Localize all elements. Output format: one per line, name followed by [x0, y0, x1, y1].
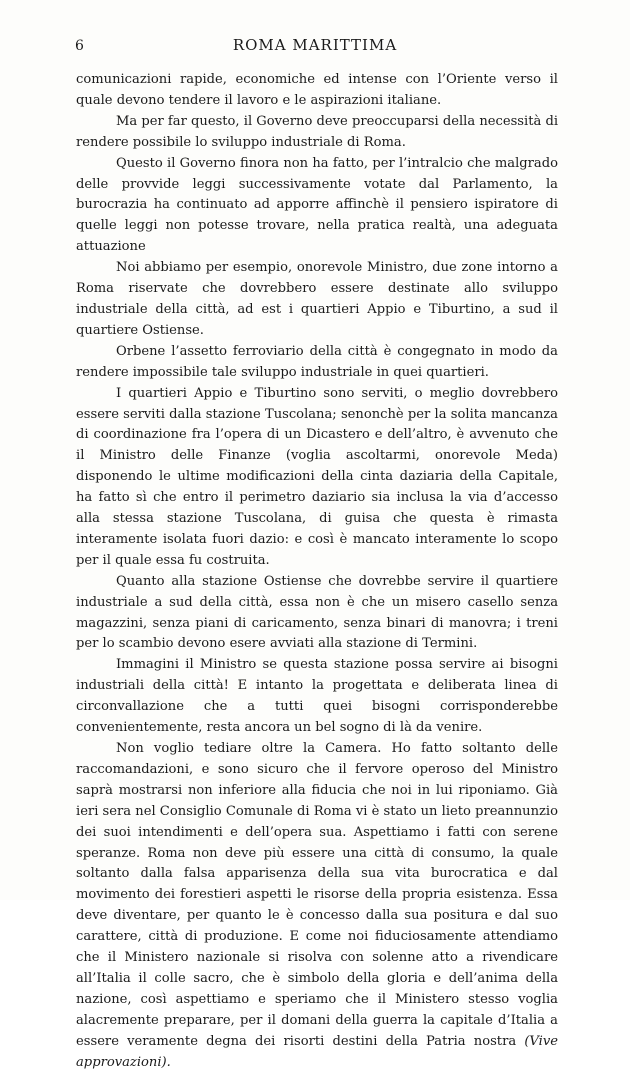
applause-annotation: (Vive approvazioni). — [76, 1033, 558, 1070]
paragraph-7: Quanto alla stazione Ostiense che dovrebbe servire il quartiere industriale a sud della città, essa non è che un misero casello senza magazzini, senza piani di caricamento, senza binari di manovra; i treni per lo scambio devono esere avviati alla stazione di Termini. — [76, 573, 558, 652]
page-number: 6 — [75, 38, 85, 54]
paragraph-9-text: Non voglio tediare oltre la Camera. Ho fatto soltanto delle raccomandazioni, e sono sicuro che il fervore operoso del Ministro saprà mostrarsi non inferiore alla fiducia che noi in lui riponiamo. Già ieri sera nel Consiglio Comunale di Roma vi è stato un lieto preannunzio dei suoi intendimenti e dell’opera sua. Aspettiamo i fatti con serene speranze. Roma non deve più essere una città di consumo, la quale soltanto dalla falsa apparisenza della sua vita burocratica e dal movimento dei forestieri aspetti le risorse della propria esistenza. Essa deve diventare, per quanto le è concesso dalla sua positura e dal suo carattere, città di produzione. E come noi fiduciosamente attendiamo che il Ministero nazionale si risolva con solenne atto a rivendicare all’Italia il colle sacro, che è simbolo della gloria e dell’anima della nazione, così aspettiamo e speriamo che il Ministero stesso voglia alacremente preparare, per il domani della guerra la capitale d’Italia a essere veramente degna dei risorti destini della Patria nostra — [76, 741, 558, 1049]
paragraph-9 — [76, 739, 558, 1074]
paragraph-3: Questo il Governo finora non ha fatto, per l’intralcio che malgrado delle provvide leggi successivamente votate dal Parlamento, la burocrazia ha continuato ad apporre affinchè il pensiero ispiratore di quelle leggi non potesse trovare, nella pratica realtà, una adeguata attuazione — [76, 155, 558, 255]
running-title: ROMA MARITTIMA — [232, 36, 398, 54]
paragraph-2: Ma per far questo, il Governo deve preoccuparsi della necessità di rendere possibile lo sviluppo industriale di Roma. — [76, 113, 559, 150]
paragraph-1: comunicazioni rapide, economiche ed intense con l’Oriente verso il quale devono tendere il lavoro e le aspirazioni italiane. — [76, 72, 558, 108]
paragraph-6: I quartieri Appio e Tiburtino sono serviti, o meglio dovrebbero essere serviti dalla stazione Tuscolana; senonchè per la solita mancanza di coordinazione fra l’opera di un Dicastero e dell’altro, è avvenuto che il Ministro delle Finanze (voglia ascoltarmi, onorevole Meda) disponendo le ultime modificazioni della cinta daziaria della Capitale, ha fatto sì che entro il perimetro daziario sia inclusa la via d’accesso alla stessa stazione Tuscolana, di guisa che questa è rimasta interamente isolata fuori dazio: e così è mancato interamente lo scopo per il quale essa fu costruita. — [76, 385, 558, 568]
body-text — [76, 70, 558, 1074]
paragraph-4: Noi abbiamo per esempio, onorevole Ministro, due zone intorno a Roma riservate che dovrebbero essere destinate allo sviluppo industriale della città, ad est i quartieri Appio e Tiburtino, a sud il quartiere Ostiense. — [76, 260, 558, 338]
paragraph-8: Immagini il Ministro se questa stazione possa servire ai bisogni industriali della città! E intanto la progettata e deliberata linea di circonvallazione che a tutti quei bisogni corrisponderebbe convenientemente, resta ancora un bel sogno di là da venire. — [76, 657, 558, 736]
paragraph-5: Orbene l’assetto ferroviario della città è congegnato in modo da rendere impossibile tale sviluppo industriale in quei quartieri. — [76, 343, 558, 380]
